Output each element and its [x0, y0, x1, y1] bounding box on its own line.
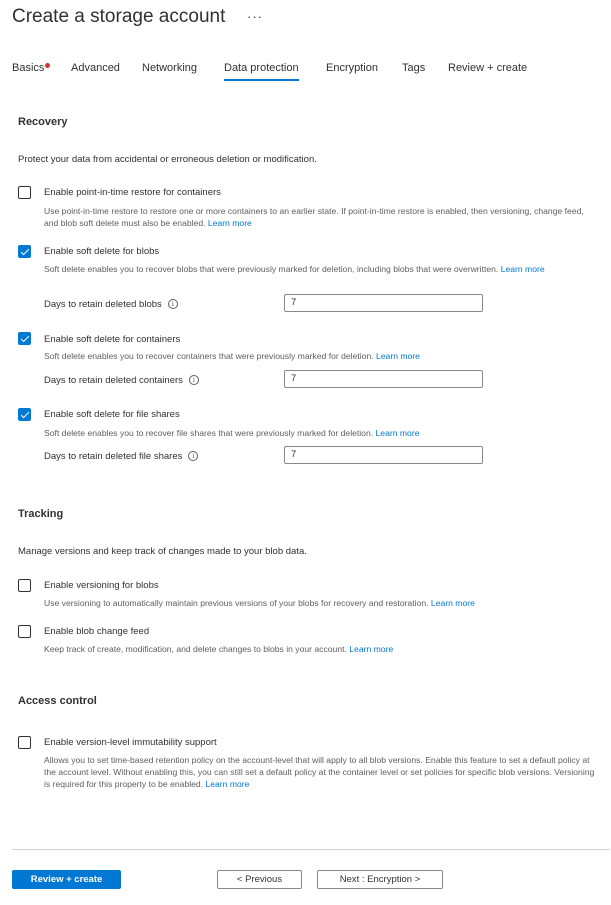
- recovery-intro: Protect your data from accidental or erroneous deletion or modification.: [18, 154, 317, 165]
- pitr-checkbox[interactable]: [18, 186, 31, 199]
- days-retain-blobs-input[interactable]: 7: [284, 294, 483, 312]
- review-create-button[interactable]: Review + create: [12, 870, 121, 889]
- immutability-checkbox[interactable]: [18, 736, 31, 749]
- container-soft-delete-label: Enable soft delete for containers: [44, 334, 181, 345]
- next-encryption-button[interactable]: Next : Encryption >: [317, 870, 443, 889]
- blob-soft-delete-label: Enable soft delete for blobs: [44, 246, 160, 257]
- change-feed-learn-more-link[interactable]: Learn more: [349, 644, 394, 654]
- container-soft-delete-checkbox[interactable]: [18, 332, 31, 345]
- tab-data-protection[interactable]: Data protection: [224, 62, 299, 74]
- days-retain-containers-label: Days to retain deleted containers i: [44, 375, 199, 386]
- days-retain-fileshares-input[interactable]: 7: [284, 446, 483, 464]
- versioning-checkbox[interactable]: [18, 579, 31, 592]
- days-retain-fileshares-label: Days to retain deleted file shares i: [44, 451, 198, 462]
- blob-soft-delete-description: Soft delete enables you to recover blobs that were previously marked for deletion, including blobs that were overwritten. Learn more: [44, 264, 545, 274]
- previous-button[interactable]: < Previous: [217, 870, 302, 889]
- tab-advanced[interactable]: Advanced: [71, 62, 120, 74]
- change-feed-description: Keep track of create, modification, and delete changes to blobs in your account. Learn more: [44, 644, 394, 654]
- change-feed-checkbox[interactable]: [18, 625, 31, 638]
- fileshare-soft-delete-checkbox[interactable]: [18, 408, 31, 421]
- pitr-description: Use point-in-time restore to restore one or more containers to an earlier state. If point-in-time restore is enabled, then versioning, change feed, and blob soft delete must also be enabled. Learn more: [44, 206, 584, 228]
- recovery-heading: Recovery: [18, 116, 68, 128]
- days-retain-containers-input[interactable]: 7: [284, 370, 483, 388]
- immutability-description: Allows you to set time-based retention policy on the account-level that will apply to all blob versions. Enable this feature to set a default policy at the account level. Without enabling this, you can still set a default policy at the container level or set policies for specific blob versions. Versioning is required for this property to be enabled. Learn more: [44, 755, 595, 789]
- days-retain-blobs-label: Days to retain deleted blobs i: [44, 299, 178, 310]
- tab-basics[interactable]: Basics: [12, 62, 45, 74]
- footer-divider: [12, 849, 610, 850]
- tracking-heading: Tracking: [18, 508, 64, 520]
- versioning-label: Enable versioning for blobs: [44, 580, 159, 591]
- blob-soft-delete-checkbox[interactable]: [18, 245, 31, 258]
- immutability-learn-more-link[interactable]: Learn more: [205, 779, 250, 789]
- info-icon: i: [168, 299, 178, 309]
- pitr-label: Enable point-in-time restore for containers: [44, 187, 221, 198]
- container-soft-delete-description: Soft delete enables you to recover containers that were previously marked for deletion. Learn more: [44, 351, 420, 361]
- pitr-learn-more-link[interactable]: Learn more: [207, 218, 252, 228]
- container-soft-delete-learn-more-link[interactable]: Learn more: [376, 351, 420, 361]
- versioning-description: Use versioning to automatically maintain previous versions of your blobs for recovery and restoration. Learn more: [44, 598, 475, 608]
- more-options-icon[interactable]: ···: [247, 9, 263, 24]
- immutability-label: Enable version-level immutability support: [44, 737, 217, 748]
- tab-review-create[interactable]: Review + create: [448, 62, 528, 74]
- access-control-heading: Access control: [18, 695, 97, 707]
- tab-encryption[interactable]: Encryption: [326, 62, 378, 74]
- blob-soft-delete-learn-more-link[interactable]: Learn more: [500, 264, 545, 274]
- required-indicator-icon: [45, 63, 50, 68]
- info-icon: i: [188, 451, 198, 461]
- tab-tags[interactable]: Tags: [402, 62, 426, 74]
- change-feed-label: Enable blob change feed: [44, 626, 150, 637]
- tracking-intro: Manage versions and keep track of changes made to your blob data.: [18, 546, 307, 557]
- page-title: Create a storage account: [12, 6, 226, 27]
- fileshare-soft-delete-learn-more-link[interactable]: Learn more: [375, 428, 420, 438]
- versioning-learn-more-link[interactable]: Learn more: [430, 598, 475, 608]
- fileshare-soft-delete-description: Soft delete enables you to recover file shares that were previously marked for deletion. Learn more: [44, 428, 420, 438]
- fileshare-soft-delete-label: Enable soft delete for file shares: [44, 409, 180, 420]
- tab-networking[interactable]: Networking: [142, 62, 198, 74]
- info-icon: i: [189, 375, 199, 385]
